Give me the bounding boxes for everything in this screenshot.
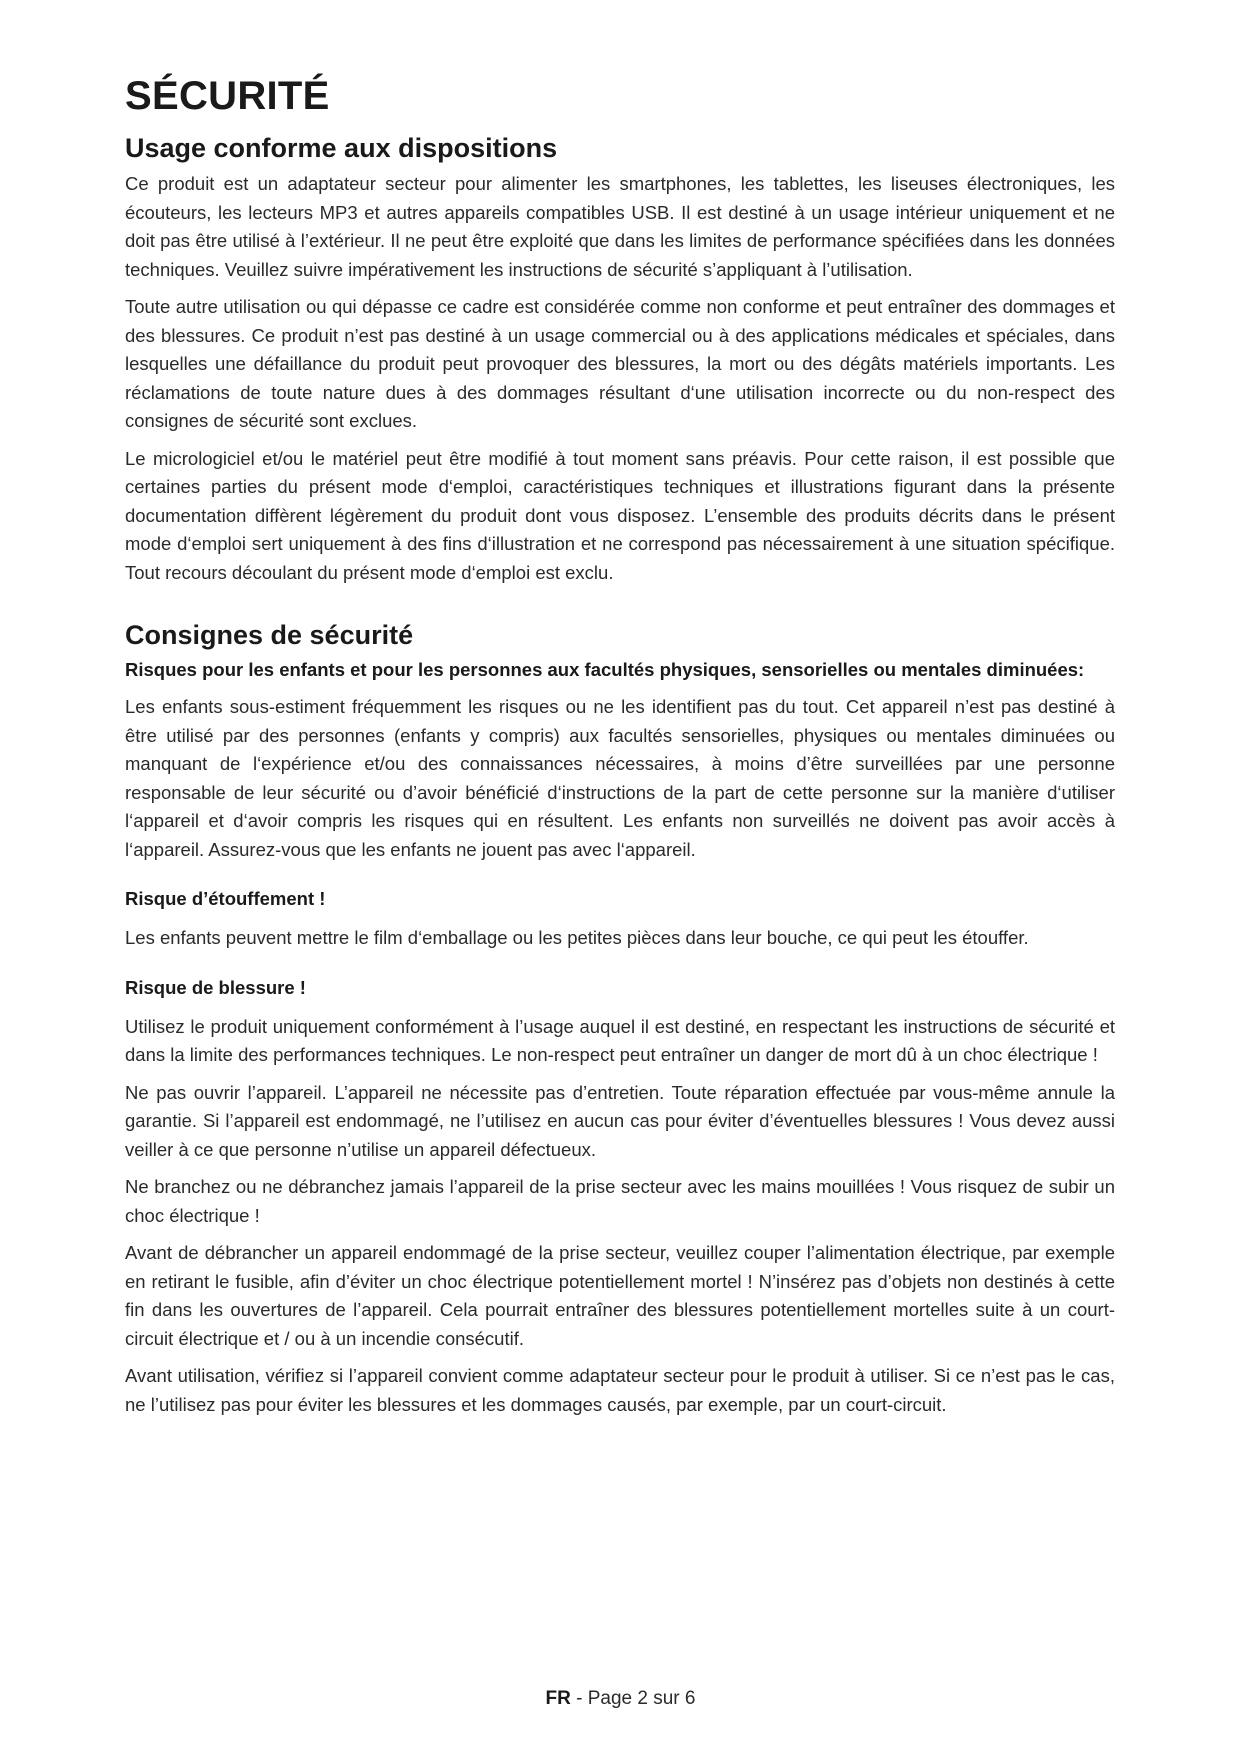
footer-page-number: - Page 2 sur 6 — [576, 1688, 696, 1709]
page-title: SÉCURITÉ — [125, 74, 330, 118]
risk-injury-paragraph-4: Avant de débrancher un appareil endommagé de la prise secteur, veuillez couper l’alimentation électrique, par exemple en retirant le fusible, afin d’éviter un choc électrique potentiellement mortel ! N’insérez pas d’objets non destinés à cette fin dans les ouvertures de l’appareil. Cela pourrait entraîner des blessures potentiellement mortelles suite à un court-circuit électrique et / ou à un incendie consécutif. — [125, 1242, 1115, 1349]
page-footer — [0, 1688, 1241, 1710]
risk-children-heading: Risques pour les enfants et pour les personnes aux facultés physiques, sensorielles ou mentales diminuées: — [125, 659, 1085, 680]
section-heading-safety: Consignes de sécurité — [125, 620, 414, 650]
document-page — [125, 68, 1115, 1428]
risk-injury-paragraph-3: Ne branchez ou ne débranchez jamais l’appareil de la prise secteur avec les mains mouillées ! Vous risquez de subir un choc électrique ! — [125, 1176, 1115, 1226]
risk-injury-heading: Risque de blessure ! — [125, 976, 306, 998]
risk-suffocation-paragraph: Les enfants peuvent mettre le film d‘emballage ou les petites pièces dans leur bouche, ce qui peut les étouffer. — [125, 927, 1029, 948]
usage-paragraph-1: Ce produit est un adaptateur secteur pour alimenter les smartphones, les tablettes, les liseuses électroniques, les écouteurs, les lecteurs MP3 et autres appareils compatibles USB. Il est destiné à un usage intérieur uniquement et ne doit pas être utilisé à l’extérieur. Il ne peut être exploité que dans les limites de performance spécifiées dans les données techniques. Veuillez suivre impérativement les instructions de sécurité s’appliquant à l’utilisation. — [125, 173, 1115, 280]
footer-language: FR — [545, 1688, 571, 1709]
risk-injury-paragraph-5: Avant utilisation, vérifiez si l’appareil convient comme adaptateur secteur pour le produit à utiliser. Si ce n’est pas le cas, ne l’utilisez pas pour éviter les blessures et les dommages causés, par exemple, par un court-circuit. — [125, 1365, 1115, 1415]
risk-injury-paragraph-1: Utilisez le produit uniquement conformément à l’usage auquel il est destiné, en respectant les instructions de sécurité et dans la limite des performances techniques. Le non-respect peut entraîner un danger de mort dû à un choc électrique ! — [125, 1015, 1115, 1065]
risk-children-paragraph: Les enfants sous-estiment fréquemment les risques ou ne les identifient pas du tout. Cet appareil n’est pas destiné à être utilisé par des personnes (enfants y compris) aux facultés sensorielles, physiques ou mentales diminuées ou manquant de l‘expérience et/ou des connaissances nécessaires, à moins d’être surveillées par une personne responsable de leur sécurité ou d’avoir bénéficié d‘instructions de la part de cette personne sur la manière d‘utiliser l‘appareil et d‘avoir compris les risques qui en résultent. Les enfants non surveillés ne doivent pas avoir accès à l‘appareil. Assurez-vous que les enfants ne jouent pas avec l‘appareil. — [125, 696, 1115, 860]
section-heading-usage: Usage conforme aux dispositions — [125, 133, 558, 163]
usage-paragraph-2: Toute autre utilisation ou qui dépasse ce cadre est considérée comme non conforme et peut entraîner des dommages et des blessures. Ce produit n’est pas destiné à un usage commercial ou à des applications médicales et spéciales, dans lesquelles une défaillance du produit peut provoquer des blessures, la mort ou des dégâts matériels importants. Les réclamations de toute nature dues à des dommages résultant d‘une utilisation incorrecte ou du non-respect des consignes de sécurité sont exclues. — [125, 296, 1115, 431]
risk-injury-paragraph-2: Ne pas ouvrir l’appareil. L’appareil ne nécessite pas d’entretien. Toute réparation effectuée par vous-même annule la garantie. Si l’appareil est endommagé, ne l’utilisez en aucun cas pour éviter d’éventuelles blessures ! Vous devez aussi veiller à ce que personne n’utilise un appareil défectueux. — [125, 1081, 1115, 1160]
usage-paragraph-3: Le micrologiciel et/ou le matériel peut être modifié à tout moment sans préavis. Pour cette raison, il est possible que certaines parties du présent mode d‘emploi, caractéristiques techniques et illustrations figurant dans la présente documentation diffèrent légèrement du produit dont vous disposez. L’ensemble des produits décrits dans le présent mode d‘emploi sert uniquement à des fins d‘illustration et ne correspond pas nécessairement à une situation spécifique. Tout recours découlant du présent mode d‘emploi est exclu. — [125, 447, 1115, 583]
risk-suffocation-heading: Risque d’étouffement ! — [125, 888, 326, 909]
